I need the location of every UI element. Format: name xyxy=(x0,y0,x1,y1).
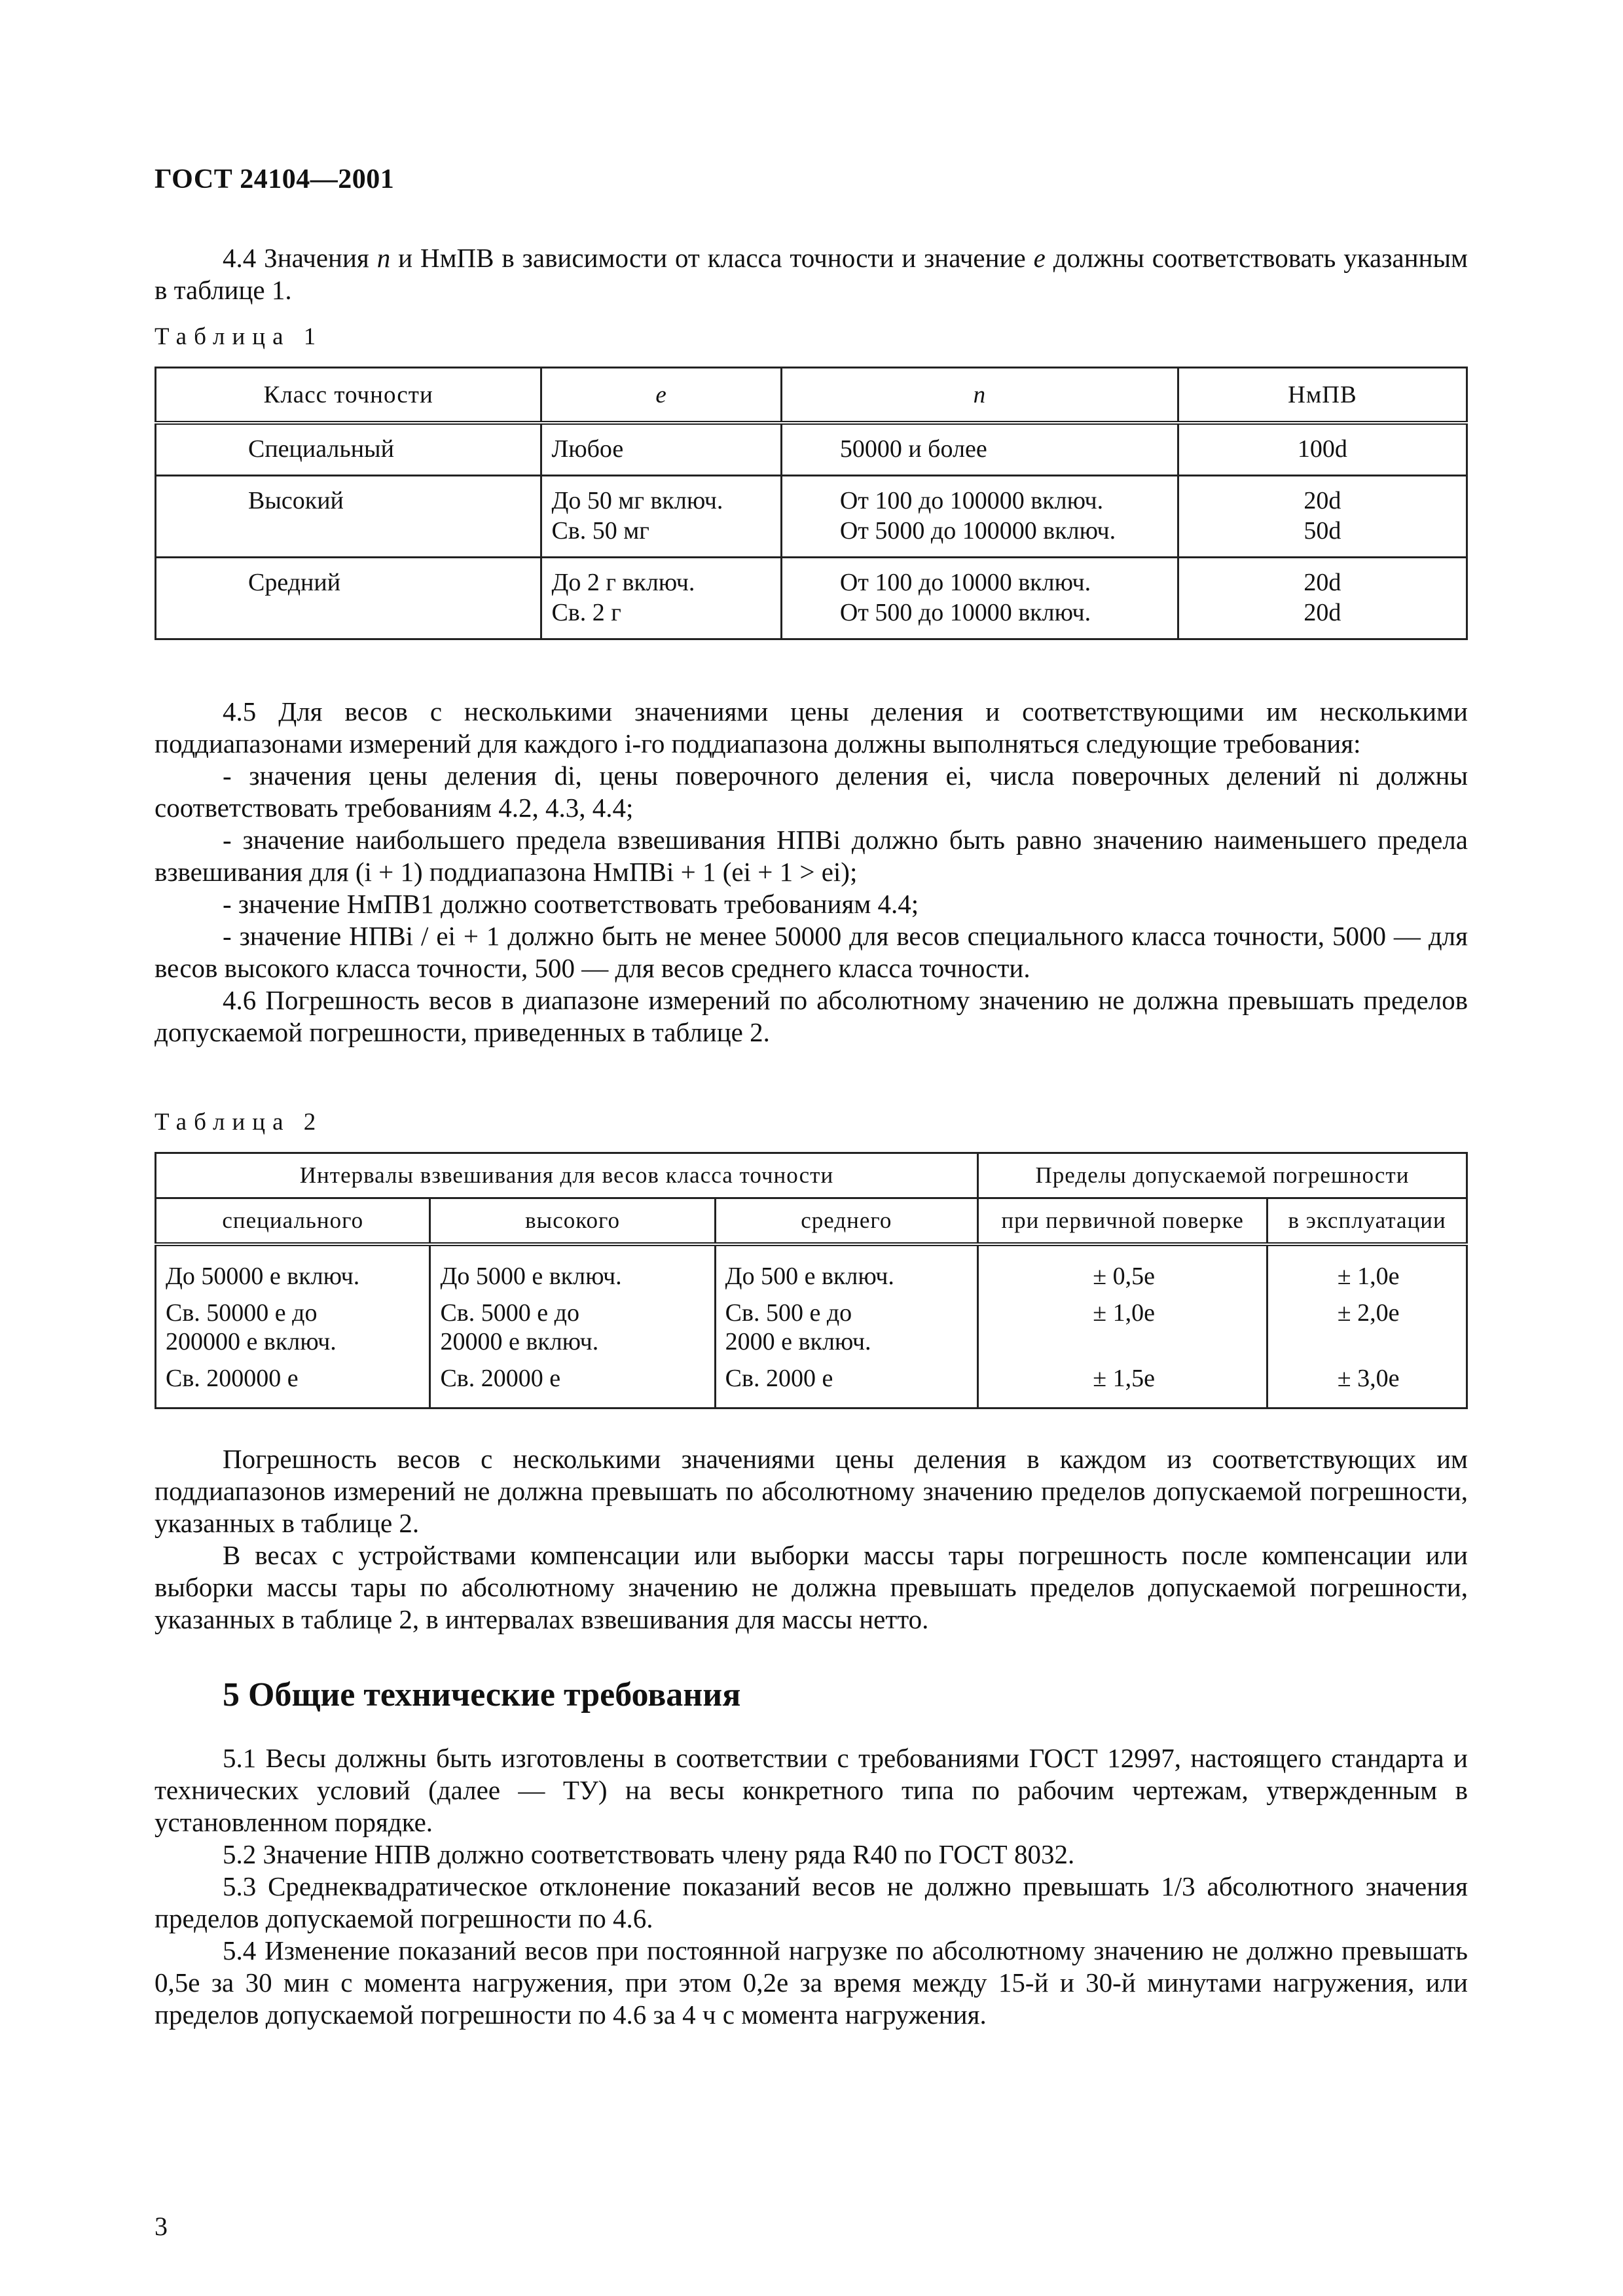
paragraph-after-table-2: Погрешность весов с несколькими значениями цены деления в каждом из соответствующих им поддиапазонов измерений не должна превышать по абсолютному значению пределов допускаемой погрешности, указанных в таблице 2. В весах с устройствами компенсации или выборки массы тары погрешность после компенсации или выборки массы тары по абсолютному значению не должна превышать пределов допускаемой погрешности, указанных в таблице 2, в интервалах взвешивания для массы нетто. xyxy=(155,1444,1468,1634)
section-5-body: 5.1 Весы должны быть изготовлены в соответствии с требованиями ГОСТ 12997, настоящего стандарта и технических условий (далее — ТУ) на весы конкретного типа по рабочим чертежам, утвержденным в установленном порядке. 5.2 Значение НПВ должно соответствовать члену ряда R40 по ГОСТ 8032. 5.3 Среднеквадратическое отклонение показаний весов не должно превышать 1/3 абсолютного значения пределов допускаемой погрешности по 4.6. 5.4 Изменение показаний весов при постоянной нагрузке по абсолютному значению не должно превышать 0,5e за 30 мин с момента нагружения, при этом 0,2e за время между 15-й и 30-й минутами нагружения, или пределов допускаемой погрешности по 4.6 за 4 ч с момента нагружения. xyxy=(155,1743,1468,2030)
col-special: До 50000 e включ. Св. 50000 e до 200000 e включ. Св. 200000 e xyxy=(156,1244,430,1408)
table-1-header-e: e xyxy=(541,368,781,423)
table-1-header-n: n xyxy=(781,368,1178,423)
table-row: Высокий До 50 мг включ. Св. 50 мг От 100 до 100000 включ. От 5000 до 100000 включ. 20d 50d xyxy=(156,476,1467,558)
table-2-group-limits: Пределы допускаемой погрешности xyxy=(977,1153,1467,1198)
paragraph-4-6: 4.6 Погрешность весов в диапазоне измерений по абсолютному значению не должна превышать пределов допускаемой погрешности, приведенных в таблице 2. xyxy=(155,985,1468,1047)
col-initial: ± 0,5e ± 1,0e ± 1,5e xyxy=(977,1244,1267,1408)
table-row: Специальный Любое 50000 и более 100d xyxy=(156,423,1467,476)
table-2-group-intervals: Интервалы взвешивания для весов класса точности xyxy=(156,1153,978,1198)
table-row xyxy=(156,1244,1467,1408)
table-1 xyxy=(155,367,1468,640)
paragraph-4-5: 4.5 Для весов с несколькими значениями цены деления и соответствующими им несколькими поддиапазонами измерений для каждого i-го поддиапазона должны выполняться следующие требования: - значения цены деления di, цены поверочного деления ei, числа поверочных делений ni должны соответствовать требованиям 4.2, 4.3, 4.4; - значение наибольшего предела взвешивания НПВi должно быть равно значению наименьшего предела взвешивания для (i + 1) поддиапазона НмПВi + 1 (ei + 1 > ei); - значение НмПВ1 должно соответствовать требованиям 4.4; - значение НПВi / ei + 1 должно быть не менее 50000 для весов специального класса точности, 5000 — для весов высокого класса точности, 500 — для весов среднего класса точности. 4.6 Погрешность весов в диапазоне измерений по абсолютному значению не должна превышать пределов допускаемой погрешности, приведенных в таблице 2. xyxy=(155,696,1468,1047)
document-header: ГОСТ 24104—2001 xyxy=(155,164,395,194)
table-1-caption: Таблица 1 xyxy=(155,323,323,350)
table-1-header-nmpv: НмПВ xyxy=(1178,368,1467,423)
table-row: Средний До 2 г включ. Св. 2 г От 100 до 10000 включ. От 500 до 10000 включ. 20d 20d xyxy=(156,558,1467,639)
col-medium: До 500 e включ. Св. 500 e до 2000 e включ. Св. 2000 e xyxy=(715,1244,977,1408)
page-number: 3 xyxy=(155,2212,168,2241)
table-2: Интервалы взвешивания для весов класса точности Пределы допускаемой погрешности специального высокого среднего при первичной поверке в эксплуатации До 50000 e включ. Св. 50000 e до 200000 e включ. Св. 200000 e До 5000 e включ. Св. 5000 e до 20000 e включ. Св. 20000 e До 500 e включ. Св. 500 e до 2000 e включ. Св. 2000 e ± 0,5e ± 1,0e ± 1,5e ± 1,0e ± 2,0e ± 3,0e xyxy=(155,1152,1468,1409)
table-1-header-class: Класс точности xyxy=(156,368,541,423)
col-high: До 5000 e включ. Св. 5000 e до 20000 e включ. Св. 20000 e xyxy=(430,1244,715,1408)
table-2-caption: Таблица 2 xyxy=(155,1109,323,1136)
col-operation: ± 1,0e ± 2,0e ± 3,0e xyxy=(1267,1244,1467,1408)
section-5-title: 5 Общие технические требования xyxy=(223,1676,741,1713)
paragraph-4-4: 4.4 Значения n и НмПВ в зависимости от класса точности и значение e должны соответствовать указанным в таблице 1. xyxy=(155,243,1468,305)
